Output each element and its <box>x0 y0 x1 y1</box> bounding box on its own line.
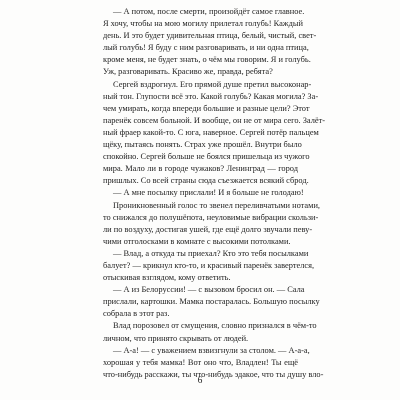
text-line: прислали, картошки. Мамка постаралась. Большую посылку <box>103 297 320 307</box>
text-line: личном, что принято скрывать от людей. <box>103 333 249 343</box>
text-line: что-нибудь расскажи, ты что-нибудь эдакое, что ты душу вло- <box>103 369 324 379</box>
text-line: балует? — крикнул кто-то, и красивый паренёк завертелся, <box>103 260 315 270</box>
text-line: день. И это будет удивительная птица, белый, чистый, свет- <box>103 31 317 41</box>
paragraph <box>103 187 304 199</box>
text-line: чими отголосками в комнате с высокими потолками. <box>103 236 291 246</box>
text-line: Влад порозовел от смущения, словно признался в чём-то <box>113 321 317 331</box>
text-line: отыскивая взглядом, кому ответить. <box>103 273 231 283</box>
paragraph <box>103 6 317 79</box>
paragraph <box>103 79 326 188</box>
paragraph <box>103 248 315 284</box>
text-line: — А из Белоруссии! — с вызовом бросил он. — Сала <box>113 285 305 295</box>
paragraph <box>103 284 320 320</box>
text-line: хорошая у тебя мамка! Вот оно что, Владлен! Ты ещё <box>103 357 298 367</box>
text-line: Уж, разговаривать. Красиво же, правда, ребята? <box>103 67 273 77</box>
text-line: — А мне посылку прислали! И я больше не голодаю! <box>113 188 304 198</box>
text-line: спокойно. Сергей больше не боялся пришельца из чужого <box>103 152 310 162</box>
text-line: ный фраер какой-то. С юга, наверное. Сергей потёр пальцем <box>103 127 319 137</box>
text-line: собрала в этот раз. <box>103 309 170 319</box>
text-line: мира. Мало ли в городе чужаков? Ленинград — город <box>103 164 298 174</box>
text-line: Проникновенный голос то звенел переливчатыми нотами, <box>113 200 321 210</box>
text-line: кроме меня, не будет знать, о чём мы говорим. Я и голубь. <box>103 55 311 65</box>
page-number: 6 <box>197 376 203 386</box>
text-line: — А-а! — с уважением взвизгнули за столом. — А-а-а, <box>113 345 310 355</box>
text-line: щёку, пытаясь понять. Страх уже прошёл. Внутри было <box>103 140 302 150</box>
paragraph <box>103 200 321 248</box>
text-line: чем умирать, когда впереди большие и разные цели? Этот <box>103 103 310 113</box>
body-text <box>103 6 326 381</box>
text-line: ный тон. Глупости всё это. Какой голубь? Какая могила? За- <box>103 91 319 101</box>
text-line: лый голубь! Я буду с ним разговаривать, и ни одна птица, <box>103 43 309 53</box>
text-line: пришлых. Со всей страны сюда съезжается всякий сброд. <box>103 176 309 186</box>
text-line: — А потом, после смерти, произойдёт самое главное. <box>113 7 305 16</box>
text-line: Я хочу, чтобы на мою могилу прилетал голубь! Каждый <box>103 19 303 29</box>
text-line: — Влад, а откуда ты приехал? Кто это тебя посылками <box>113 248 309 258</box>
text-line: то снижался до полушёпота, неуловимые вибрации скользи- <box>103 212 319 222</box>
text-line: ли по воздуху, достигая ушей, где ещё долго звучали певу- <box>103 224 313 234</box>
text-line: Сергей вздрогнул. Его прямой душе претил высоконар- <box>113 79 312 89</box>
paragraph <box>103 320 317 344</box>
text-line: паренёк совсем больной. И вообще, он не от мира сего. Залёт- <box>103 115 326 125</box>
